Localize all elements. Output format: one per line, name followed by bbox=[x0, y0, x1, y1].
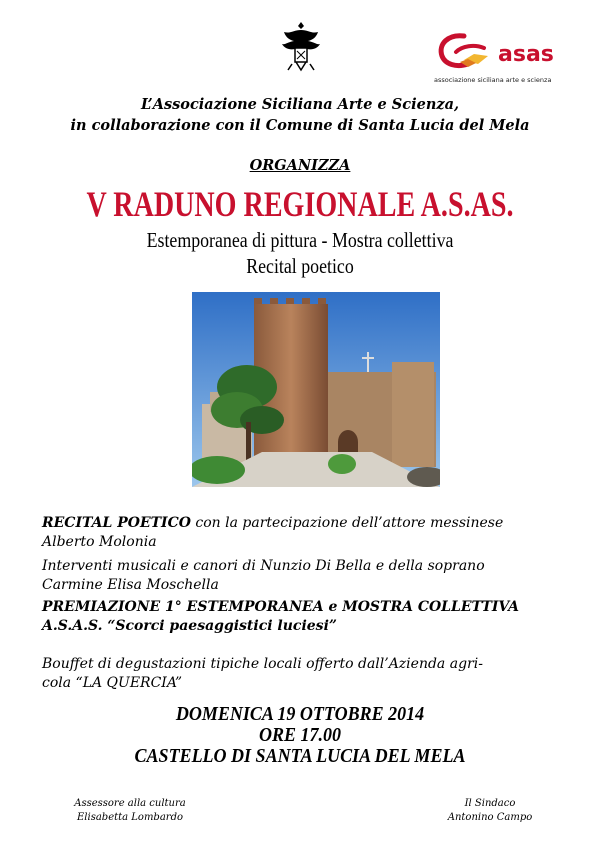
intro-line-1: L’Associazione Siciliana Arte e Scienza, bbox=[140, 96, 460, 113]
recital-actor: Alberto Molonia bbox=[42, 534, 157, 550]
asas-logo bbox=[434, 30, 574, 92]
intro bbox=[0, 94, 600, 136]
organizza-label: ORGANIZZA bbox=[249, 157, 351, 174]
castle-photo bbox=[192, 292, 440, 487]
award-line-2: A.S.A.S. “Scorci paesaggistici luciesi” bbox=[42, 618, 337, 634]
event-date: DOMENICA 19 OTTOBRE 2014 bbox=[175, 703, 425, 725]
music-line-1: Interventi musicali e canori di Nunzio Di Bella e della soprano bbox=[42, 558, 485, 574]
award-line-1: PREMIAZIONE 1° ESTEMPORANEA e MOSTRA COLLETTIVA bbox=[42, 599, 520, 615]
music-paragraph bbox=[42, 557, 572, 595]
asas-logo-icon bbox=[434, 30, 498, 76]
event-time: ORE 17.00 bbox=[258, 724, 342, 746]
signature-left-role: Assessore alla cultura bbox=[74, 798, 186, 809]
eagle-crest-icon bbox=[280, 18, 322, 76]
intro-line-2: in collaborazione con il Comune di Santa Lucia del Mela bbox=[70, 117, 530, 134]
buffet-line-2: cola “LA QUERCIA” bbox=[42, 675, 183, 691]
main-title: V RADUNO REGIONALE A.S.AS. bbox=[86, 184, 514, 224]
recital-heading: RECITAL POETICO bbox=[42, 515, 191, 531]
logo-name: asas bbox=[498, 42, 554, 67]
music-line-2: Carmine Elisa Moschella bbox=[42, 577, 219, 593]
award-paragraph bbox=[42, 598, 572, 636]
buffet-line-1: Bouffet di degustazioni tipiche locali offerto dall’Azienda agri- bbox=[42, 656, 483, 672]
buffet-paragraph bbox=[42, 655, 572, 693]
signature-right-name: Antonino Campo bbox=[447, 812, 533, 823]
logo-tagline: associazione siciliana arte e scienza bbox=[434, 76, 552, 84]
event-place: CASTELLO DI SANTA LUCIA DEL MELA bbox=[134, 745, 466, 767]
signature-right bbox=[420, 797, 560, 825]
recital-text: con la partecipazione dell’attore messinese bbox=[190, 515, 504, 531]
signature-right-role: Il Sindaco bbox=[464, 798, 516, 809]
signature-left-name: Elisabetta Lombardo bbox=[77, 812, 183, 823]
subtitle bbox=[45, 227, 555, 279]
signature-left bbox=[50, 797, 210, 825]
recital-paragraph bbox=[42, 514, 572, 552]
subtitle-line-1: Estemporanea di pittura - Mostra collettiva bbox=[146, 228, 454, 252]
subtitle-line-2: Recital poetico bbox=[246, 254, 354, 278]
